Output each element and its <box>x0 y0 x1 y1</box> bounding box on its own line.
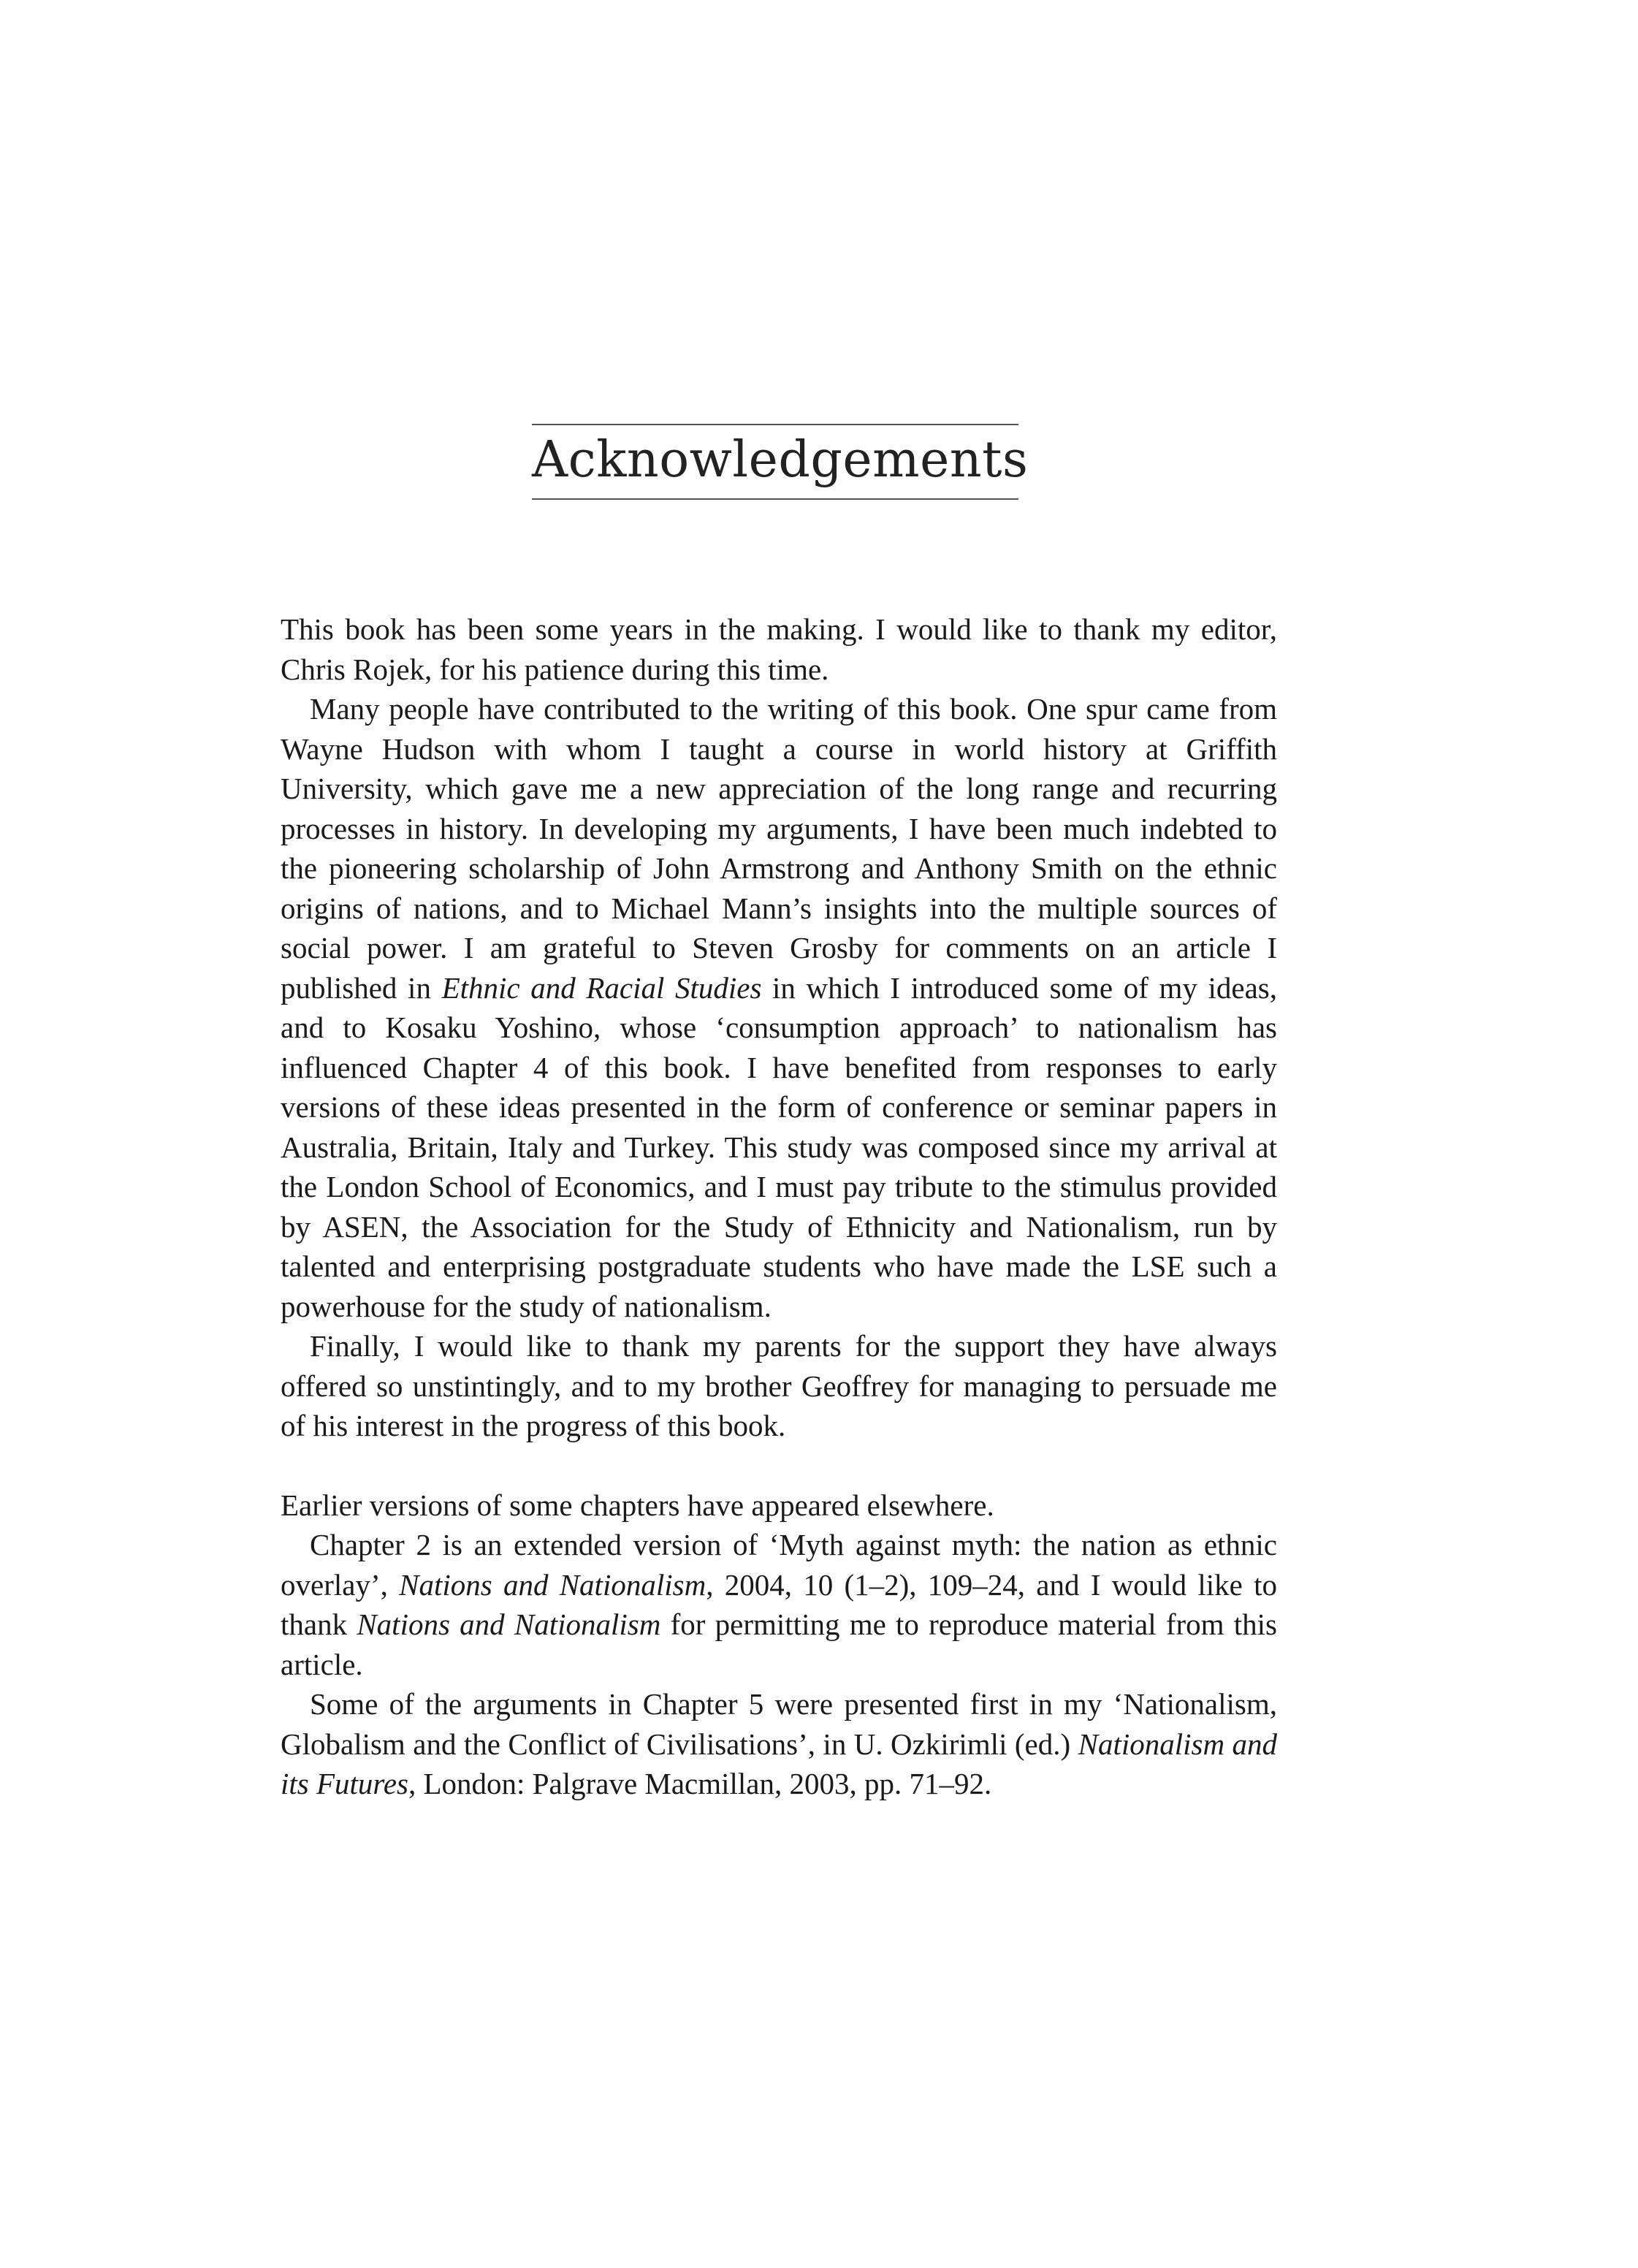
page-title: Acknowledgements <box>532 431 1029 489</box>
paragraph-contributors <box>281 689 1277 1326</box>
text-run: , 2004, 10 (1–2), 109–24, and I would like to thank <box>281 1567 1278 1641</box>
text-run: Chapter 2 is an extended version of ‘Myth against myth: the nation as ethnic overlay’, <box>281 1528 1277 1602</box>
paragraph-chapter-2 <box>281 1525 1277 1684</box>
section-spacer <box>281 1446 1277 1485</box>
acknowledgements-body <box>281 609 1277 1804</box>
journal-title: Ethnic and Racial Studies <box>441 970 762 1005</box>
paragraph-earlier-versions: Earlier versions of some chapters have appeared elsewhere. <box>281 1488 994 1522</box>
text-run: , London: Palgrave Macmillan, 2003, pp. 71–92. <box>408 1767 992 1800</box>
paragraph-thanks-editor: This book has been some years in the making. I would like to thank my editor, Chris Rojek, for his patience during this time. <box>281 612 1277 686</box>
journal-title: Nations and Nationalism <box>357 1607 661 1641</box>
text-run: in which I introduced some of my ideas, and to Kosaku Yoshino, whose ‘consumption approach’ to nationalism has influenced Chapter 4 of this book. I have benefited from responses to early versions of these ideas presented in the form of conference or seminar papers in Australia, Britain, Italy and Turkey. This study was composed since my arrival at the London School of Economics, and I must pay tribute to the stimulus provided by ASEN, the Association for the Study of Ethnicity and Nationalism, run by talented and enterprising postgraduate students who have made the LSE such a powerhouse for the study of nationalism. <box>281 970 1278 1323</box>
book-title: Nationalism and its Futures <box>281 1727 1278 1800</box>
text-run: Some of the arguments in Chapter 5 were presented first in my ‘Nationalism, Globalism and the Conflict of Civilisations’, in U. Ozkirimli (ed.) <box>281 1687 1277 1761</box>
text-run: Many people have contributed to the writing of this book. One spur came from Wayne Hudson with whom I taught a course in world history at Griffith University, which gave me a new appreciation of the long range and recurring processes in history. In developing my arguments, I have been much indebted to the pioneering scholarship of John Armstrong and Anthony Smith on the ethnic origins of nations, and to Michael Mann’s insights into the multiple sources of social power. I am grateful to Steven Grosby for comments on an article I published in <box>281 692 1277 1005</box>
heading-rule-box <box>532 424 1029 500</box>
text-run: for permitting me to reproduce material from this article. <box>281 1607 1278 1681</box>
paragraph-family: Finally, I would like to thank my parents for the support they have always offered so unstintingly, and to my brother Geoffrey for managing to persuade me of his interest in the progress of this book. <box>281 1329 1277 1442</box>
paragraph-chapter-5 <box>281 1684 1277 1804</box>
journal-title: Nations and Nationalism <box>399 1567 706 1602</box>
